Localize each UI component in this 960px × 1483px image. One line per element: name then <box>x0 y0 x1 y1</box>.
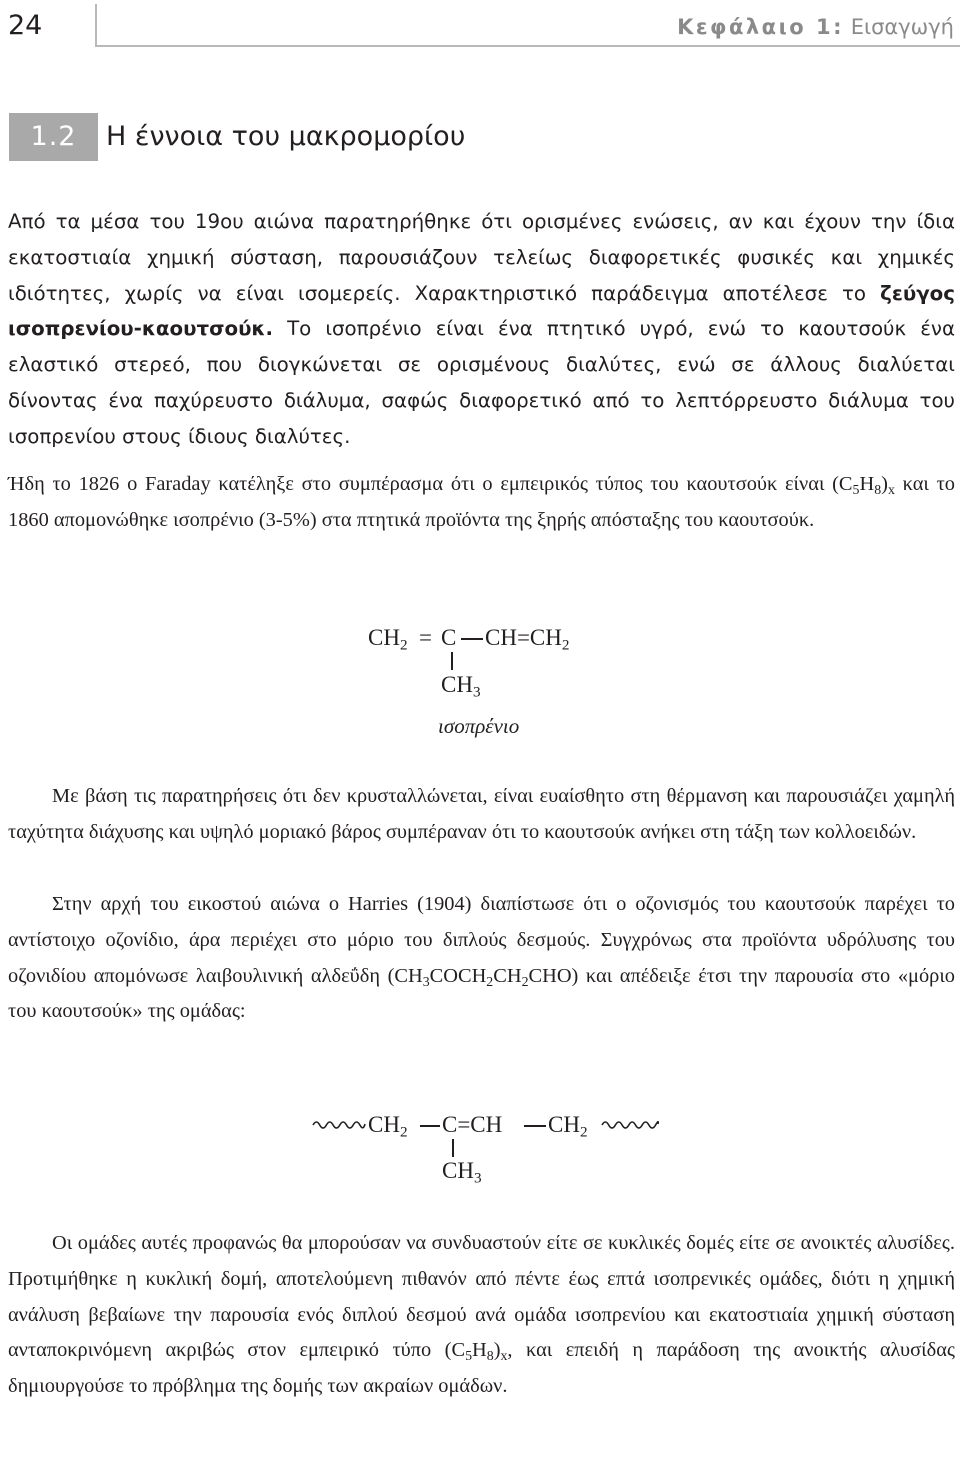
chapter-title: Εισαγωγή <box>850 15 954 39</box>
section-title: Η έννοια του μακρομορίου <box>106 121 466 152</box>
subscript: 5 <box>465 1349 473 1365</box>
paragraph-text: Οι ομάδες αυτές προφανώς θα μπορούσαν να συνδυαστούν είτε σε κυκλικές δομές είτε σε ανοικτές αλυσίδες. <box>52 1232 955 1254</box>
paragraph-text: , και επειδή η παράδοση της ανοικτής αλυσίδας δημιουργούσε το πρόβλημα της δομής των ακραίων ομάδων. <box>8 1339 955 1398</box>
formula-ch-ch2 <box>485 624 569 652</box>
paragraph-harries <box>8 887 955 1030</box>
bold-term: ζεύγος ισοπρενίου-καουτσούκ. <box>8 281 955 341</box>
single-bond <box>461 638 483 640</box>
paragraph-text: Ήδη το 1826 ο Faraday κατέληξε στο συμπέρασμα ότι ο εμπειρικός τύπος του καουτσούκ είναι (C <box>8 473 853 495</box>
paragraph-text: H <box>472 1339 487 1362</box>
formula-text: CH <box>442 1158 474 1183</box>
chapter-label: Κεφάλαιο 1: <box>677 15 845 39</box>
paragraph-text: Από τα μέσα του 19ου αιώνα παρατηρήθηκε ότι ορισμένες ενώσεις, αν και έχουν την ίδια εκατοστιαία χημική σύσταση, παρουσιάζουν τελείως διαφορετικές φυσικές και χημικές ιδιότητες, χωρίς να είναι ισομερείς. Χαρακτηριστικό παράδειγμα αποτέλεσε το <box>8 210 955 305</box>
formula-text: CH <box>368 1112 400 1137</box>
paragraph-text: CH <box>493 964 522 987</box>
running-head <box>677 12 954 42</box>
paragraph-text: ) <box>493 1339 501 1362</box>
formula-subscript: 3 <box>473 1169 482 1187</box>
subscript: 2 <box>521 974 529 990</box>
paragraph-cyclic-structure <box>8 1226 955 1405</box>
formula-subscript: 2 <box>561 636 570 654</box>
formula-ch3 <box>441 671 481 699</box>
subscript: 3 <box>422 974 430 990</box>
subscript: 5 <box>852 483 860 499</box>
page-number: 24 <box>8 10 43 41</box>
paragraph-text: CHO) και απέδειξε έτσι την παρουσία στο «μόριο του καουτσούκ» της ομάδας: <box>8 964 955 1023</box>
wavy-bond-right <box>601 1118 659 1132</box>
formula-ch2-left <box>368 1111 408 1139</box>
formula-subscript: 2 <box>579 1123 588 1141</box>
paragraph-text: Συγχρόνως στα προϊόντα υδρόλυσης του οζονιδίου απομόνωσε λαιβουλινική αλδεΰδη (CH <box>8 928 955 987</box>
header-divider-vertical <box>95 4 97 46</box>
header-divider-horizontal <box>95 45 960 47</box>
vertical-bond <box>452 1139 454 1157</box>
paragraph-text: H <box>859 473 875 495</box>
formula-text: CH <box>441 672 473 697</box>
formula-ch3 <box>442 1157 482 1185</box>
paragraph-colloid <box>8 779 955 851</box>
formula-subscript: 3 <box>472 683 481 701</box>
paragraph-text: ) <box>881 473 888 495</box>
formula-carbon: C <box>441 625 457 650</box>
single-bond <box>524 1125 546 1127</box>
paragraph-text: Με βάση τις παρατηρήσεις ότι δεν κρυσταλλώνεται, είναι ευαίσθητο στη θέρμανση και παρουσιάζει χαμηλή ταχύτητα διάχυσης και υψηλό μοριακό βάρος συμπέραναν ότι το καουτσούκ ανήκει στη τάξη των κολλοειδών. <box>8 785 955 843</box>
paragraph-text: Προτιμήθηκε η κυκλική δομή, αποτελούμενη πιθανόν από πέντε έως επτά ισοπρενικές ομάδες, διότι η χημική ανάλυση βεβαίωνε την παρουσία ενός διπλού δεσμού ανά ομάδα ισοπρενίου και εκατοστιαία χημική σύσταση ανταποκρινόμενη ακριβώς στον εμπειρικό τύπο (C <box>8 1267 955 1362</box>
subscript: 8 <box>874 483 882 499</box>
paragraph-text: COCH <box>429 964 487 987</box>
formula-caption: ισοπρένιο <box>438 714 520 738</box>
formula-subscript: 2 <box>399 1123 408 1141</box>
wavy-bond-left <box>312 1118 366 1132</box>
section-number: 1.2 <box>9 113 98 161</box>
formula-ch2-left <box>368 624 408 652</box>
vertical-bond <box>451 652 453 670</box>
formula-text: CH=CH <box>485 625 562 650</box>
paragraph-text: Το ισοπρένιο είναι ένα πτητικό υγρό, ενώ το καουτσούκ ένα ελαστικό στερεό, που διογκώνεται σε ορισμένους διαλύτες, ενώ σε άλλους διαλύεται δίνοντας ένα παχύρευστο διάλυμα, σαφώς διαφορετικό από το λεπτόρρευστο διάλυμα του ισοπρενίου στους ίδιους διαλύτες. <box>8 317 955 448</box>
formula-text: CH <box>548 1112 580 1137</box>
section-heading <box>0 113 960 161</box>
formula-subscript: 2 <box>399 636 408 654</box>
paragraph-faraday <box>8 467 955 539</box>
subscript: x <box>887 483 895 499</box>
formula-ch2-right <box>548 1111 588 1139</box>
formula-double-bond: = <box>419 625 432 650</box>
paragraph-text: και το 1860 απομονώθηκε ισοπρένιο (3-5%) στα πτητικά προϊόντα της ξηρής απόσταξης του καουτσούκ. <box>8 473 955 531</box>
paragraph-text: Στην αρχή του εικοστού αιώνα ο Harries (1904) διαπίστωσε ότι ο οζονισμός του καουτσούκ παρέχει το αντίστοιχο οζονίδιο, άρα περιέχει στο μόριο του διπλούς δεσμούς. <box>8 893 955 951</box>
subscript: 8 <box>486 1349 494 1365</box>
subscript: 2 <box>486 974 494 990</box>
single-bond <box>420 1125 440 1127</box>
formula-c-ch: C=CH <box>442 1112 503 1137</box>
subscript: x <box>500 1349 508 1365</box>
formula-text: CH <box>368 625 400 650</box>
paragraph-macromolecule-intro <box>8 204 955 455</box>
